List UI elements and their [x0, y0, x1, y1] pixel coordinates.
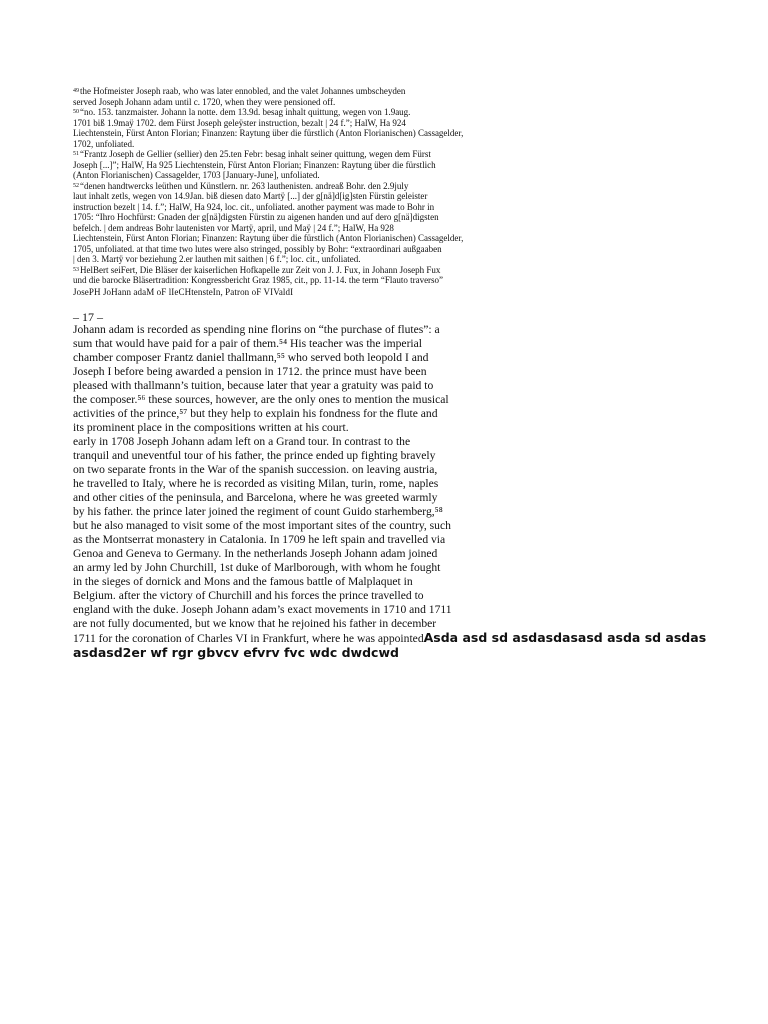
text-line: its prominent place in the compositions written at his court. [73, 421, 349, 434]
footnote [73, 149, 593, 181]
text-line: the composer.⁵⁶ these sources, however, are the only ones to mention the musical [73, 393, 449, 406]
footnotes [73, 86, 593, 297]
footnote-text: “Frantz Joseph de Gellier (sellier) den 25.⁠ten Febr: besag inhalt seiner quittung, wegen dem Fürst Joseph [...]”; HalW, Ha 925 Liechtenstein, Fürst Anton Florian; Finanzen: Raytung über die fürstlich (Anton Florianischen) Cassagelder, 1703 [January-June], unfoliated. [73, 149, 436, 180]
footnote [73, 181, 593, 265]
footnote-text: “no. 153. tanzmaister. Johann la notte. dem 13.⁠9d. besag inhalt quittung, wegen von 1.⁠9aug. 1701 biß 1.⁠9maÿ 1702. dem Fürst Joseph geleÿster instruction, bezalt | 24 f.”; HalW, Ha 924 Liechtenstein, Fürst Anton Florian; Finanzen: Raytung über die fürstlich (Anton Florianischen) Cassagelder, 1702, unfoliated. [73, 107, 464, 149]
text-line-content: 1711 for the coronation of Charles VI in Frankfurt, where he was appointed [73, 632, 424, 645]
text-line: as the Montserrat monastery in Catalonia. In 1709 he left spain and travelled via [73, 533, 446, 546]
text-line [73, 630, 707, 646]
footnote-text: HelBert seiFert, Die Bläser der kaiserlichen Hofkapelle zur Zeit von J. J. Fux, in Johann Joseph Fux und die barocke Bläsertradition: Kongressbericht Graz 1985, cit., pp. 11-14. the term “Flauto traverso” [73, 264, 444, 285]
text-line: and other cities of the peninsula, and Barcelona, where he was greeted warmly [73, 491, 438, 504]
text-line: Genoa and Geneva to Germany. In the netherlands Joseph Johann adam joined [73, 547, 438, 560]
text-line: Johann adam is recorded as spending nine florins on “the purchase of flutes”: a [73, 323, 440, 336]
text-line: in the sieges of dornick and Mons and the famous battle of Malplaquet in [73, 575, 413, 588]
footnote-text: the Hofmeister Joseph raab, who was later ennobled, and the valet Johannes umbscheyden served Joseph Johann adam until c. 1720, when they were pensioned off. [73, 86, 406, 107]
text-line: but he also managed to visit some of the most important sites of the country, such [73, 519, 451, 532]
text-line: pleased with thallmann’s tuition, because later that year a gratuity was paid to [73, 379, 434, 392]
footnote-number: 51 [73, 151, 79, 157]
text-line: activities of the prince,⁵⁷ but they help to explain his fondness for the flute and [73, 407, 438, 420]
text-line: england with the duke. Joseph Johann adam’s exact movements in 1710 and 1711 [73, 603, 452, 616]
text-line: sum that would have paid for a pair of them.⁵⁴ His teacher was the imperial [73, 337, 423, 350]
text-line: by his father. the prince later joined the regiment of count Guido starhemberg,⁵⁸ [73, 505, 443, 518]
footnote [73, 265, 593, 286]
text-line: Belgium. after the victory of Churchill and his forces the prince travelled to [73, 589, 424, 602]
footnote [73, 86, 593, 107]
footnote-text: “denen handtwercks leüthen und Künstlern. nr. 263 lauthenisten. andreaß Bohr. den 2.⁠9july laut inhalt zetls, wegen von 14.⁠9Jan. biß diesen dato Martÿ [...] der g[nä]d[ig]sten Fürstin geleister instruction bezelt | 14. f.”; HalW, Ha 924, loc. cit., unfoliated. another payment was made to Bohr in 1705: “Ihro Hochfürst: Gnaden der g[nä]digsten Fürstin zu aigenen handen und auf dero g[nä]digsten befelch. | dem andreas Bohr lautenisten vor Martÿ, april, und Maÿ | 24 f.”; HalW, Ha 928 Liechtenstein, Fürst Anton Florian; Finanzen: Raytung über die fürstlich (Anton Florianischen) Cassagelder, 1705, unfoliated. at that time two lutes were also stringed, possibly by Bohr: “extraordinari außgaaben | den 3. Martÿ vor beziehung 2.⁠er lauthen mit saithen | 6 f.”; loc. cit., unfoliated. [73, 180, 464, 264]
footnote-number: 50 [73, 109, 79, 115]
footnote-number: 49 [73, 88, 79, 94]
footnote [73, 107, 593, 149]
text-line: tranquil and uneventful tour of his father, the prince ended up fighting bravely [73, 449, 436, 462]
overlay-text-line: asdasd2er wf rgr gbvcv efvrv fvc wdc dwdcwd [73, 645, 399, 660]
footnote-number: 53 [73, 266, 79, 273]
text-line: Joseph I before being awarded a pension in 1712. the prince must have been [73, 365, 427, 378]
text-line: chamber composer Frantz daniel thallmann,⁵⁵ who served both leopold I and [73, 351, 429, 364]
footnote-number: 52 [73, 182, 79, 189]
overlay-text: Asda asd sd asdasdasasd asda sd asdas [423, 630, 707, 645]
text-line: an army led by John Churchill, 1⁠st duke of Marlborough, with whom he fought [73, 561, 441, 574]
running-header: JosePH JoHann adaM oF lIeCHtensteIn, Patron oF VIValdI [73, 286, 294, 297]
page-number: – 17 – [73, 310, 103, 324]
text-line: on two separate fronts in the War of the spanish succession. on leaving austria, [73, 463, 438, 476]
text-line: are not fully documented, but we know that he rejoined his father in december [73, 617, 437, 630]
body-text [73, 323, 707, 660]
text-line: early in 1708 Joseph Johann adam left on a Grand tour. In contrast to the [73, 435, 411, 448]
text-line: he travelled to Italy, where he is recorded as visiting Milan, turin, rome, naples [73, 477, 439, 490]
